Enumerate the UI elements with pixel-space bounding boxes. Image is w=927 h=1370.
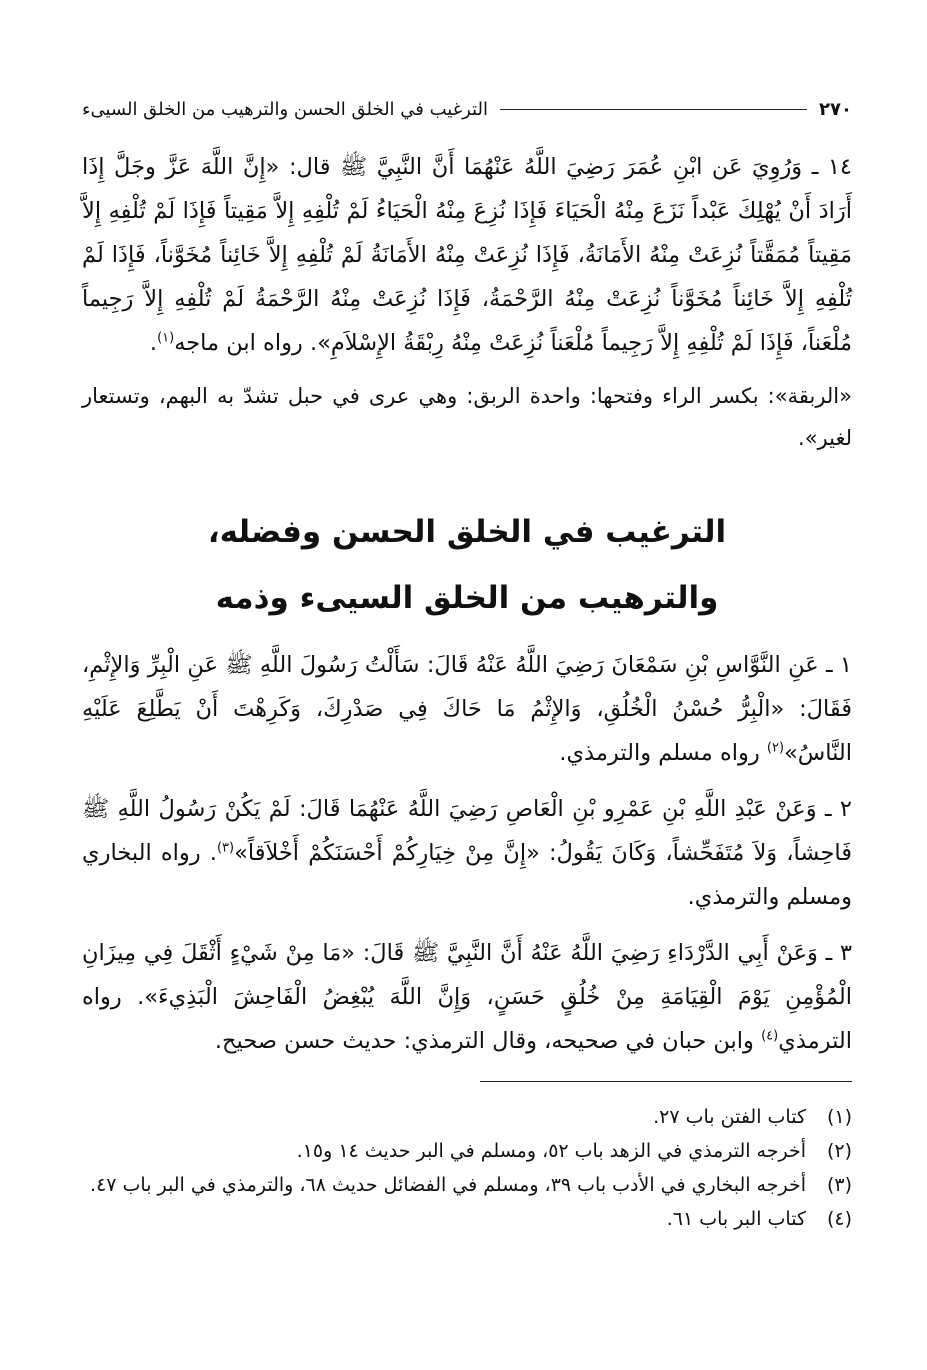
footnote-number: (٣) xyxy=(826,1174,852,1196)
footnote xyxy=(82,1100,852,1134)
footnote-number: (٤) xyxy=(826,1208,852,1230)
section-title-line-2: والترهيب من الخلق السيىء وذمه xyxy=(215,580,719,616)
footnote-text: أخرجه البخاري في الأدب باب ٣٩، ومسلم في الفضائل حديث ٦٨، والترمذي في البر باب ٤٧. xyxy=(90,1174,806,1196)
hadith-3-end: وابن حبان في صحيحه، وقال الترمذي: حديث حسن صحيح. xyxy=(214,1028,762,1054)
footnote-text: أخرجه الترمذي في الزهد باب ٥٢، ومسلم في البر حديث ١٤ و١٥. xyxy=(296,1140,806,1162)
hadith-1-end: رواه مسلم والترمذي. xyxy=(559,740,767,766)
hadith-14-end: . xyxy=(149,330,158,356)
footnote-ref-2: (٢) xyxy=(766,740,785,756)
footnote xyxy=(82,1168,852,1202)
hadith-14-text: ١٤ ـ وَرُوِيَ عَن ابْنِ عُمَرَ رَضِيَ اللَّهُ عَنْهُمَا أَنَّ النَّبِيَّ ﷺ قال: «إِنَّ اللَّهَ عَزَّ وجَلَّ إِذَا أَرَادَ أَنْ يُهْلِكَ عَبْداً نَزَعَ مِنْهُ الْحَيَاءَ فَإِذَا نُزِعَ مِنْهُ الْحَيَاءُ لَمْ تُلْفِهِ إِلاَّ مَقِيتاً فَإِذَا لَمْ تُلْفِهِ إِلاَّ مَقِيتاً مُمَقَّتاً نُزِعَتْ مِنْهُ الأَمَانَةُ، فَإِذَا نُزِعَتْ مِنْهُ الأَمَانَةُ لَمْ تُلْفِهِ إِلاَّ خَائِناً مُخَوَّناً، فَإِذَا لَمْ تُلْفِهِ إِلاَّ خَائِناً مُخَوَّناً نُزِعَتْ مِنْهُ الرَّحْمَةُ، فَإِذَا نُزِعَتْ مِنْهُ الرَّحْمَةُ لَمْ تُلْفِهِ إِلاَّ رَجِيماً مُلْعَناً، فَإِذَا لَمْ تُلْفِهِ إِلاَّ رَجِيماً مُلْعَناً نُزِعَتْ مِنْهُ رِبْقَةُ الإِسْلاَمِ». رواه ابن ماجه xyxy=(82,154,852,356)
footnote-text: كتاب الفتن باب ٢٧. xyxy=(653,1106,806,1128)
gloss-ribqa: «الربقة»: بكسر الراء وفتحها: واحدة الربق: وهي عرى في حبل تشدّ به البهم، وتستعار لغير». xyxy=(82,384,852,450)
header-rule xyxy=(500,109,807,110)
running-title: الترغيب في الخلق الحسن والترهيب من الخلق السيىء xyxy=(82,98,488,120)
footnote-rule xyxy=(480,1081,852,1082)
hadith-2-text: ٢ ـ وَعَنْ عَبْدِ اللَّهِ بْنِ عَمْرِو بْنِ الْعَاصِ رَضِيَ اللَّهُ عَنْهُمَا قَالَ: لَمْ يَكُنْ رَسُولُ اللَّهِ ﷺ فَاحِشاً، وَلاَ مُتَفَحِّشاً، وَكَانَ يَقُولُ: «إِنَّ مِنْ خِيَارِكُمْ أَحْسَنَكُمْ أَخْلاَقاً» xyxy=(82,796,853,866)
footnote-number: (٢) xyxy=(826,1140,852,1162)
hadith-1-text: ١ ـ عَنِ النَّوَّاسِ بْنِ سَمْعَانَ رَضِيَ اللَّهُ عَنْهُ قَالَ: سَأَلْتُ رَسُولَ اللَّهِ ﷺ عَنِ الْبِرِّ وَالإِثْمِ، فَقَالَ: «الْبِرُّ حُسْنُ الْخُلُقِ، وَالإِثْمُ مَا حَاكَ فِي صَدْرِكَ، وَكَرِهْتَ أَنْ يَطَّلِعَ عَلَيْهِ النَّاسُ» xyxy=(82,652,852,766)
hadith-14 xyxy=(82,145,852,365)
footnote xyxy=(82,1202,852,1236)
hadith-2-end: . رواه البخاري ومسلم والترمذي. xyxy=(82,840,852,910)
section-title-line-1: الترغيب في الخلق الحسن وفضله، xyxy=(207,514,727,550)
footnote-ref-3: (٣) xyxy=(216,840,235,856)
hadith-2 xyxy=(82,787,852,919)
footnote-text: كتاب البر باب ٦١. xyxy=(666,1208,806,1230)
footnote-ref-1: (١) xyxy=(157,330,175,346)
section-title xyxy=(82,499,852,631)
running-header xyxy=(82,95,852,123)
footnote-number: (١) xyxy=(826,1106,852,1128)
footnotes xyxy=(82,1100,852,1236)
footnote xyxy=(82,1134,852,1168)
book-page xyxy=(82,95,852,1236)
hadith-3 xyxy=(82,931,852,1063)
footnote-ref-4: (٤) xyxy=(761,1028,779,1044)
hadith-3-text: ٣ ـ وَعَنْ أَبِي الدَّرْدَاءِ رَضِيَ اللَّهُ عَنْهُ أَنَّ النَّبِيَّ ﷺ قَالَ: «مَا مِنْ شَيْءٍ أَثْقَلَ فِي مِيزَانِ الْمُؤْمِنِ يَوْمَ الْقِيَامَةِ مِنْ خُلُقٍ حَسَنٍ، وَإِنَّ اللَّهَ يُبْغِضُ الْفَاحِشَ الْبَذِيءَ». رواه الترمذي xyxy=(82,940,852,1054)
page-number: ٢٧٠ xyxy=(819,98,852,120)
hadith-1 xyxy=(82,643,852,775)
